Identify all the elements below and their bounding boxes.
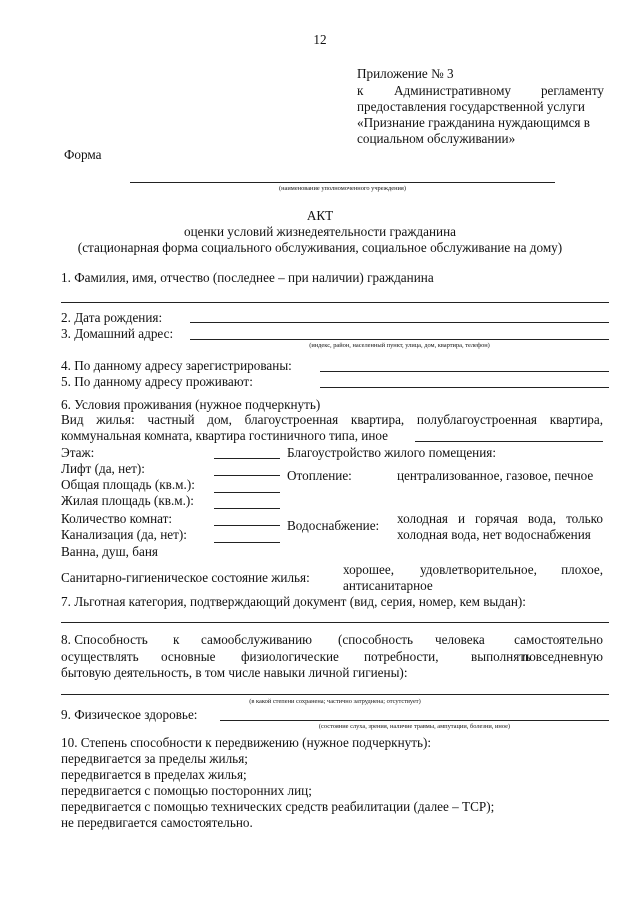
- total-area-label: Общая площадь (кв.м.):: [61, 477, 195, 492]
- fio-line[interactable]: [61, 302, 609, 303]
- s8-word: к: [173, 632, 180, 647]
- living-area-line[interactable]: [214, 508, 280, 509]
- bath-label: Ванна, душ, баня: [61, 544, 158, 559]
- total-area-line[interactable]: [214, 492, 280, 493]
- mobility-option[interactable]: передвигается с помощью посторонних лиц;: [61, 783, 312, 798]
- section-4-registered: 4. По данному адресу зарегистрированы:: [61, 358, 292, 373]
- s8-word: осуществлять: [61, 649, 139, 664]
- section-1-fio: 1. Фамилия, имя, отчество (последнее – при наличии) гражданина: [61, 270, 434, 285]
- appendix-reglament: регламенту: [540, 83, 604, 98]
- form-label: Форма: [64, 147, 102, 162]
- housing-type-line1: Вид жилья: частный дом, благоустроенная квартира, полублагоустроенная квартира,: [61, 412, 603, 427]
- housing-type-line2: коммунальная комната, квартира гостиничного типа, иное: [61, 428, 389, 443]
- page-number: 12: [313, 32, 327, 47]
- act-form-type: (стационарная форма социального обслуживания, социальное обслуживание на дому): [77, 240, 563, 255]
- self-care-caption: (в какой степени сохранена; частично затруднена; отсутствует): [249, 698, 421, 705]
- act-subtitle: оценки условий жизнедеятельности гражданина: [183, 224, 457, 239]
- lift-line[interactable]: [214, 475, 280, 476]
- s8-word: самообслуживанию: [201, 632, 313, 647]
- living-area-label: Жилая площадь (кв.м.):: [61, 493, 194, 508]
- benefit-category-line[interactable]: [61, 622, 609, 623]
- section-5-residing: 5. По данному адресу проживают:: [61, 374, 253, 389]
- s8-word: самостоятельно: [514, 632, 603, 647]
- section-8-self-care-line3: бытовую деятельность, в том числе навыки личной гигиены):: [61, 665, 408, 680]
- s8-word: повседневную: [522, 649, 603, 664]
- s8-word: 8. Способность: [61, 632, 148, 647]
- section-7-benefit-category: 7. Льготная категория, подтверждающий документ (вид, серия, номер, кем выдан):: [61, 594, 526, 609]
- rooms-line[interactable]: [214, 525, 280, 526]
- water-values-line1: холодная и горячая вода, только: [397, 511, 603, 526]
- section-2-birth-date: 2. Дата рождения:: [61, 310, 163, 325]
- mobility-option[interactable]: передвигается с помощью технических средств реабилитации (далее – ТСР);: [61, 799, 495, 814]
- heating-values: централизованное, газовое, печное: [397, 468, 594, 483]
- floor-label: Этаж:: [61, 445, 95, 460]
- section-3-address: 3. Домашний адрес:: [61, 326, 174, 341]
- lift-label: Лифт (да, нет):: [61, 461, 145, 476]
- section-6-living-conditions: 6. Условия проживания (нужное подчеркнуть): [61, 397, 321, 412]
- s8-word: основные: [161, 649, 216, 664]
- residing-line[interactable]: [320, 387, 609, 388]
- sanitary-satisfactory: удовлетворительное,: [420, 562, 537, 577]
- mobility-option[interactable]: не передвигается самостоятельно.: [61, 815, 253, 830]
- section-9-physical-health: 9. Физическое здоровье:: [61, 707, 198, 722]
- s8-word: выполнять: [471, 649, 532, 664]
- physical-health-line[interactable]: [220, 720, 609, 721]
- sewer-line[interactable]: [214, 542, 280, 543]
- birth-date-line[interactable]: [190, 322, 609, 323]
- appendix-service-name-end: социальном обслуживании»: [357, 131, 516, 146]
- appendix-to: к: [357, 83, 364, 98]
- act-title: АКТ: [306, 208, 334, 223]
- sanitary-values-line2: антисанитарное: [343, 578, 433, 593]
- sanitary-label: Санитарно-гигиеническое состояние жилья:: [61, 570, 310, 585]
- rooms-label: Количество комнат:: [61, 511, 173, 526]
- address-line[interactable]: [190, 339, 609, 340]
- appendix-admin: Административному: [394, 83, 512, 98]
- heating-label: Отопление:: [287, 468, 352, 483]
- address-caption: (индекс, район, населенный пункт, улица, дом, квартира, телефон): [309, 342, 490, 349]
- s8-word: потребности,: [364, 649, 439, 664]
- appendix-title: Приложение № 3: [357, 66, 454, 81]
- s8-word: (способность: [338, 632, 413, 647]
- s8-word: человека: [435, 632, 485, 647]
- appendix-service-name: «Признание гражданина нуждающимся в: [357, 115, 591, 130]
- floor-line[interactable]: [214, 458, 280, 459]
- sanitary-poor: плохое,: [561, 562, 603, 577]
- s8-word: физиологические: [241, 649, 339, 664]
- water-values-line2: холодная вода, нет водоснабжения: [397, 527, 591, 542]
- self-care-line[interactable]: [61, 694, 609, 695]
- physical-health-caption: (состояние слуха, зрения, наличие травмы, ампутации, болезни, иное): [318, 723, 511, 730]
- mobility-option[interactable]: передвигается в пределах жилья;: [61, 767, 247, 782]
- sanitary-good: хорошее,: [343, 562, 395, 577]
- appendix-service-line: предоставления государственной услуги: [357, 99, 585, 114]
- housing-other-line[interactable]: [415, 441, 603, 442]
- amenities-label: Благоустройство жилого помещения:: [287, 445, 497, 460]
- sewer-label: Канализация (да, нет):: [61, 527, 187, 542]
- mobility-option[interactable]: передвигается за пределы жилья;: [61, 751, 248, 766]
- registered-line[interactable]: [320, 371, 609, 372]
- section-10-mobility: 10. Степень способности к передвижению (нужное подчеркнуть):: [61, 735, 432, 750]
- org-name-line[interactable]: [130, 182, 555, 183]
- org-name-caption: (наименование уполномоченного учреждения): [278, 185, 407, 192]
- water-label: Водоснабжение:: [287, 518, 380, 533]
